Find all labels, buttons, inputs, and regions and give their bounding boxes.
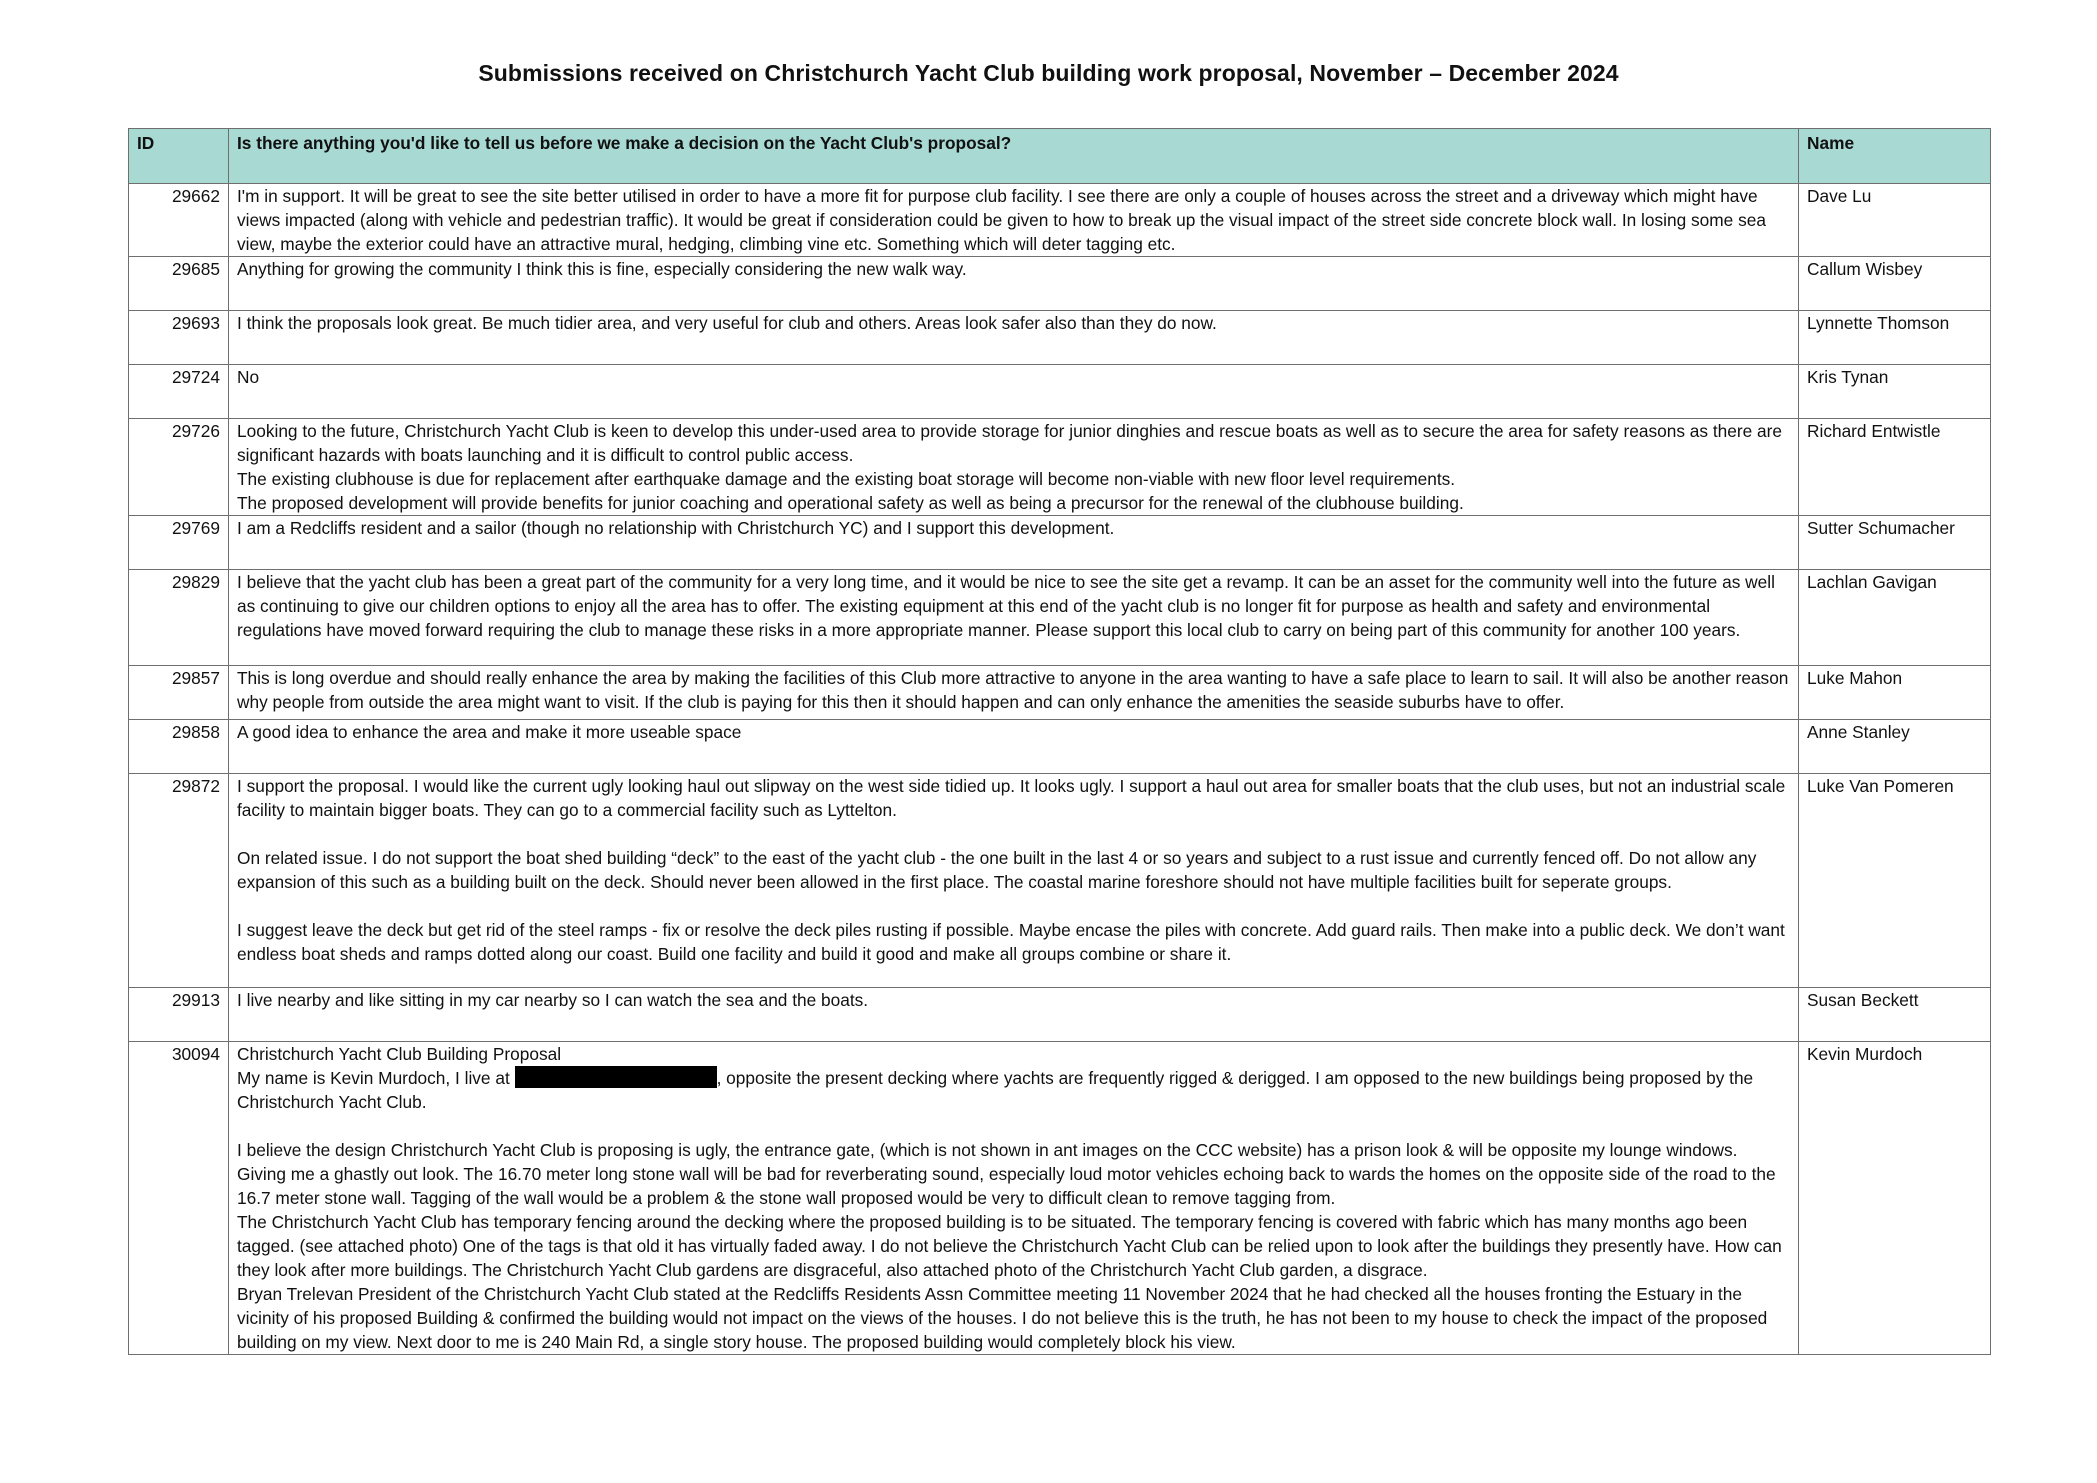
comment-paragraph: No — [237, 367, 260, 387]
comment-paragraph: I support the proposal. I would like the current ugly looking haul out slipway on the west side tidied up. It looks ugly. I support a haul out area for smaller boats that the club uses, but not an industrial scale facility to maintain bigger boats. They can go to a commercial facility such as Lyttelton. — [237, 776, 1786, 820]
header-question: Is there anything you'd like to tell us before we make a decision on the Yacht Club's proposal? — [229, 129, 1799, 184]
comment-paragraph: I believe that the yacht club has been a great part of the community for a very long time, and it would be nice to see the site get a revamp. It can be an asset for the community well into the future as well as continuing to give our children options to enjoy all the area has to offer. The existing equipment at this end of the yacht club is no longer fit for purpose as health and safety and environmental regulations have moved forward requiring the club to manage these risks in a more appropriate manner. Please support this local club to carry on being part of this community for another 100 years. — [237, 572, 1775, 640]
table-row — [129, 666, 1991, 720]
intro-text-before: My name is Kevin Murdoch, I live at — [237, 1068, 515, 1088]
comment-paragraph: The Christchurch Yacht Club has temporary fencing around the decking where the proposed building is to be situated. The temporary fencing is covered with fabric which has many months ago been tagged. (see attached photo) One of the tags is that old it has virtually faded away. I do not believe the Christchurch Yacht Club can be relied upon to look after the buildings they presently have. How can they look after more buildings. The Christchurch Yacht Club gardens are disgraceful, also attached photo of the Christchurch Yacht Club garden, a disgrace. — [237, 1212, 1782, 1280]
submission-id: 29829 — [129, 570, 229, 666]
submitter-name: Kris Tynan — [1799, 365, 1991, 419]
table-row — [129, 720, 1991, 774]
table-body — [129, 184, 1991, 1355]
comment-paragraph: This is long overdue and should really enhance the area by making the facilities of this Club more attractive to anyone in the area wanting to have a safe place to learn to sail. It will also be another reason why people from outside the area might want to visit. If the club is paying for this then it should happen and can only enhance the amenities the seaside suburbs have to offer. — [237, 668, 1789, 712]
page-title: Submissions received on Christchurch Yacht Club building work proposal, November – December 2024 — [478, 60, 1619, 86]
submitter-name: Kevin Murdoch — [1799, 1042, 1991, 1355]
submitter-name: Lynnette Thomson — [1799, 311, 1991, 365]
submission-comment — [229, 516, 1799, 570]
submission-id: 29726 — [129, 419, 229, 516]
submission-comment — [229, 419, 1799, 516]
header-id: ID — [129, 129, 229, 184]
comment-paragraph: The existing clubhouse is due for replacement after earthquake damage and the existing boat storage will become non-viable with new floor level requirements. — [237, 469, 1456, 489]
submitter-name: Dave Lu — [1799, 184, 1991, 257]
comment-paragraph: Anything for growing the community I think this is fine, especially considering the new walk way. — [237, 259, 967, 279]
submitter-name: Lachlan Gavigan — [1799, 570, 1991, 666]
comment-paragraph: I am a Redcliffs resident and a sailor (though no relationship with Christchurch YC) and I support this development. — [237, 518, 1115, 538]
paragraph-gap — [237, 822, 1790, 846]
table-row — [129, 570, 1991, 666]
comment-paragraph: The proposed development will provide benefits for junior coaching and operational safety as well as being a precursor for the renewal of the clubhouse building. — [237, 493, 1464, 513]
submission-id: 29769 — [129, 516, 229, 570]
submission-id: 29693 — [129, 311, 229, 365]
submission-id: 29662 — [129, 184, 229, 257]
table-row — [129, 516, 1991, 570]
table-row — [129, 365, 1991, 419]
paragraph-gap — [237, 1114, 1790, 1138]
submission-comment — [229, 257, 1799, 311]
submission-id: 30094 — [129, 1042, 229, 1355]
table-row — [129, 184, 1991, 257]
comment-paragraph: I live nearby and like sitting in my car nearby so I can watch the sea and the boats. — [237, 990, 869, 1010]
table-row — [129, 774, 1991, 988]
intro-text-after: , opposite the present decking where yachts are frequently rigged & derigged. I am opposed to the new buildings being proposed by the Christchurch Yacht Club. — [237, 1068, 1754, 1112]
table-row — [129, 419, 1991, 516]
submissions-table — [128, 128, 1991, 1355]
submission-id: 29724 — [129, 365, 229, 419]
submitter-name: Susan Beckett — [1799, 988, 1991, 1042]
submitter-name: Callum Wisbey — [1799, 257, 1991, 311]
comment-heading: Christchurch Yacht Club Building Proposal — [237, 1044, 562, 1064]
comment-paragraph: Bryan Trelevan President of the Christchurch Yacht Club stated at the Redcliffs Residents Assn Committee meeting 11 November 2024 that he had checked all the houses fronting the Estuary in the vicinity of his proposed Building & confirmed the building would not impact on the views of the houses. I do not believe this is the truth, he has not been to my house to check the impact of the proposed building on my view. Next door to me is 240 Main Rd, a single story house. The proposed building would completely block his view. — [237, 1284, 1768, 1352]
table-row — [129, 988, 1991, 1042]
submission-comment — [229, 311, 1799, 365]
submitter-name: Anne Stanley — [1799, 720, 1991, 774]
submission-comment — [229, 988, 1799, 1042]
submitter-name: Sutter Schumacher — [1799, 516, 1991, 570]
submitter-name: Luke Mahon — [1799, 666, 1991, 720]
table-row — [129, 257, 1991, 311]
submission-comment — [229, 666, 1799, 720]
submission-id: 29857 — [129, 666, 229, 720]
submission-comment — [229, 1042, 1799, 1355]
comment-paragraph: A good idea to enhance the area and make it more useable space — [237, 722, 742, 742]
paragraph-gap — [237, 894, 1790, 918]
submission-comment — [229, 570, 1799, 666]
comment-paragraph: Looking to the future, Christchurch Yacht Club is keen to develop this under-used area to provide storage for junior dinghies and rescue boats as well as to secure the area for safety reasons as there are significant hazards with boats launching and it is difficult to control public access. — [237, 421, 1783, 465]
header-name: Name — [1799, 129, 1991, 184]
submission-comment — [229, 365, 1799, 419]
comment-paragraph: I think the proposals look great. Be much tidier area, and very useful for club and others. Areas look safer also than they do now. — [237, 313, 1217, 333]
submitter-name: Luke Van Pomeren — [1799, 774, 1991, 988]
submission-id: 29913 — [129, 988, 229, 1042]
comment-paragraph: I believe the design Christchurch Yacht Club is proposing is ugly, the entrance gate, (which is not shown in ant images on the CCC website) has a prison look & will be opposite my lounge windows. Giving me a ghastly out look. The 16.70 meter long stone wall will be bad for reverberating sound, especially loud motor vehicles echoing back to wards the homes on the opposite side of the road to the 16.7 meter stone wall. Tagging of the wall would be a problem & the stone wall proposed would be very to difficult clean to remove tagging from. — [237, 1140, 1776, 1208]
table-header-row — [129, 129, 1991, 184]
redacted-address — [515, 1066, 717, 1088]
table-row — [129, 311, 1991, 365]
submission-id: 29858 — [129, 720, 229, 774]
submission-comment — [229, 774, 1799, 988]
submission-id: 29872 — [129, 774, 229, 988]
submitter-name: Richard Entwistle — [1799, 419, 1991, 516]
comment-intro — [237, 1066, 1790, 1114]
comment-paragraph: I'm in support. It will be great to see the site better utilised in order to have a more fit for purpose club facility. I see there are only a couple of houses across the street and a driveway which might have views impacted (along with vehicle and pedestrian traffic). It would be great if consideration could be given to how to break up the visual impact of the street side concrete block wall. In losing some sea view, maybe the exterior could have an attractive mural, hedging, climbing vine etc. Something which will deter tagging etc. — [237, 186, 1766, 254]
submission-comment — [229, 184, 1799, 257]
table-row — [129, 1042, 1991, 1355]
submission-comment — [229, 720, 1799, 774]
submission-id: 29685 — [129, 257, 229, 311]
comment-paragraph: On related issue. I do not support the boat shed building “deck” to the east of the yacht club - the one built in the last 4 or so years and subject to a rust issue and currently fenced off. Do not allow any expansion of this such as a building built on the deck. Should never been allowed in the first place. The coastal marine foreshore should not have multiple facilities built for seperate groups. — [237, 848, 1757, 892]
comment-paragraph: I suggest leave the deck but get rid of the steel ramps - fix or resolve the deck piles rusting if possible. Maybe encase the piles with concrete. Add guard rails. Then make into a public deck. We don’t want endless boat sheds and ramps dotted along our coast. Build one facility and build it good and make all groups combine or share it. — [237, 920, 1785, 964]
